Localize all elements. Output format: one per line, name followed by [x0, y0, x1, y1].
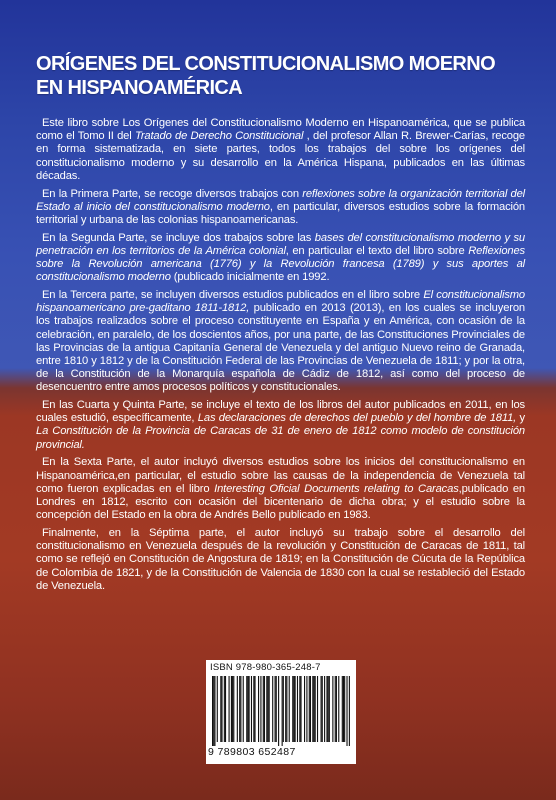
- barcode-bar: [269, 676, 270, 742]
- barcode-bar: [212, 676, 213, 746]
- barcode-bar: [321, 676, 322, 742]
- text-run: En la Tercera parte, se incluyen diversos estudios publicados en el libro sobre: [42, 288, 424, 301]
- barcode-bar: [306, 676, 307, 742]
- text-run: y: [516, 412, 525, 425]
- barcode-bar: [246, 676, 247, 742]
- isbn-label: ISBN 978-980-365-248-7: [210, 662, 321, 673]
- text-run: En las Cuarta y Quinta Parte, se incluye el texto de los libros del autor publicados en 2011, en los cuales estudió, específicamente,: [36, 399, 525, 425]
- paragraph: [36, 188, 525, 228]
- barcode-bar: [221, 676, 222, 742]
- paragraph: [36, 527, 525, 593]
- barcode-bar: [267, 676, 268, 742]
- paragraph: [36, 117, 525, 183]
- barcode-bar: [322, 676, 323, 742]
- barcode-bar: [275, 676, 276, 742]
- barcode-bar: [224, 676, 225, 742]
- text-run: ,publicado en Londres en 1812, escrito con ocasión del bicentenario de dicha obra; y el estudio sobre la concepción del Estado en la obra de Andrés Bello publicado en 1983.: [36, 482, 525, 522]
- barcode-bar: [332, 676, 333, 742]
- text-run: publicado en 2013 (2013), en los cuales se incluyeron los trabajos realizados sobre el proceso constituyente en España y en América, con ocasión de la celebración, en paralelo, de los doscientos años, por una parte, de las Constituciones Provinciales de las Provincias de la antigua Capitanía General de Venezuela y del antiguo Nuevo reino de Granada, entre 1810 y 1812 y de la Constitución Federal de las Provincias de Venezuela de 1811; y por la otra, de la Constitución de la Monarquía española de Cádiz de 1812, así como del proceso de desencuentro entre amos procesos políticos y constitucionales.: [36, 302, 525, 394]
- barcode-bar: [254, 676, 255, 742]
- barcode-bar: [233, 676, 234, 742]
- italic-text: Reflexiones sobre la Revolución americana (1776) y la Revolución francesa (1789) y sus aportes al constitucionalismo moderno: [36, 244, 525, 284]
- barcode-bar: [338, 676, 339, 742]
- italic-text: La Constitución de la Provincia de Caracas de 31 de enero de 1812 como modelo de constitución provincial.: [36, 425, 525, 451]
- barcode-bar: [326, 676, 327, 742]
- text-run: En la Primera Parte, se recoge diversos trabajos con: [42, 187, 303, 200]
- barcode-bar: [272, 676, 273, 742]
- text-run: , en particular el texto del libro sobre: [285, 244, 469, 257]
- text-run: , del profesor Allan R. Brewer-Carías, recoge en forma sistematizada, en siete partes, todos los trabajos del sobre los orígenes del constitucionalismo moderno y su desarrollo en la América Hispana, publicados en las últimas décadas.: [36, 130, 526, 182]
- barcode-bar: [285, 676, 286, 742]
- italic-text: reflexiones sobre la organización territorial del Estado al inicio del constitucionalismo moderno: [36, 187, 525, 213]
- barcode-bar: [283, 676, 284, 742]
- barcode-bar: [220, 676, 221, 742]
- barcode-bar: [289, 676, 290, 742]
- barcode-bar: [293, 676, 294, 742]
- barcode-bar: [214, 676, 215, 746]
- synopsis-text: [36, 117, 525, 597]
- barcode-bar: [349, 676, 350, 746]
- barcode-bar: [329, 676, 330, 742]
- barcode-bar: [264, 676, 265, 742]
- barcode-bar: [304, 676, 305, 742]
- barcode-bar: [310, 676, 311, 742]
- barcode-bar: [292, 676, 293, 742]
- text-run: En la Segunda Parte, se incluye dos trabajos sobre las: [42, 231, 315, 244]
- barcode-bar: [335, 676, 336, 742]
- barcode-bar: [336, 676, 337, 742]
- text-run: Este libro sobre Los Orígenes del Constitucionalismo Moderno en Hispanoamérica, que se publica como el Tomo II del: [36, 117, 525, 143]
- barcode-bar: [260, 676, 261, 742]
- paragraph: [36, 399, 525, 452]
- barcode-bar: [213, 676, 214, 746]
- paragraph: [36, 232, 525, 285]
- text-run: , en particular, diversos estudios sobre la formación territorial y urbana de las colonias hispanoamericanas.: [36, 200, 525, 226]
- barcode-bar: [247, 676, 248, 742]
- barcode-digits: 9 789803 652487: [208, 746, 296, 758]
- barcode-bar: [253, 676, 254, 742]
- barcode-bar: [240, 676, 241, 742]
- page-title: ORÍGENES DEL CONSTITUCIONALISMO MOERNO EN HISPANOAMÉRICA: [36, 53, 496, 99]
- barcode-bar: [249, 676, 250, 742]
- barcode-bar: [231, 676, 232, 742]
- barcode-bar: [232, 676, 233, 742]
- barcode-bar: [342, 676, 343, 742]
- barcode-bar: [286, 676, 287, 742]
- barcode-icon: [212, 676, 350, 746]
- barcode-bar: [328, 676, 329, 742]
- barcode-bar: [343, 676, 344, 742]
- barcode-box: [206, 660, 356, 764]
- barcode-bar: [299, 676, 300, 742]
- barcode-bar: [225, 676, 226, 742]
- barcode-bar: [315, 676, 316, 742]
- barcode-bar: [237, 676, 238, 742]
- italic-text: Las declaraciones de derechos del pueblo y del hombre de 1811,: [197, 412, 517, 425]
- barcode-bar: [344, 676, 345, 742]
- barcode-bar: [266, 676, 267, 742]
- barcode-bar: [295, 676, 296, 742]
- barcode-bar: [346, 676, 347, 746]
- barcode-bar: [282, 676, 283, 746]
- italic-text: bases del constitucionalismo moderno y su penetración en los territorios de la América colonial: [36, 231, 525, 257]
- barcode-bar: [258, 676, 259, 742]
- italic-text: Tratado de Derecho Constitucional: [134, 130, 304, 143]
- paragraph: [36, 289, 525, 395]
- barcode-bar: [300, 676, 301, 742]
- text-run: En la Sexta Parte, el autor incluyó diversos estudios sobre los inicios del constitucionalismo en Hispanoamérica,en particular, el estudio sobre las causas de la independencia de Venezuela tal como fueron explicadas en el libro: [36, 456, 525, 495]
- barcode-bar: [324, 676, 325, 742]
- barcode-bar: [263, 676, 264, 742]
- italic-text: Interesting Oficial Documents relating to Caracas: [214, 482, 459, 495]
- barcode-bar: [243, 676, 244, 742]
- barcode-bar: [297, 676, 298, 742]
- barcode-bar: [312, 676, 313, 742]
- barcode-bar: [309, 676, 310, 742]
- barcode-bar: [217, 676, 218, 742]
- barcode-bar: [229, 676, 230, 742]
- barcode-bar: [239, 676, 240, 742]
- barcode-bar: [251, 676, 252, 742]
- barcode-bar: [276, 676, 277, 742]
- paragraph: [36, 456, 525, 522]
- barcode-bar: [313, 676, 314, 742]
- text-run: (publicado inicialmente en 1992.: [170, 271, 330, 284]
- barcode-bar: [278, 676, 279, 746]
- italic-text: El constitucionalismo hispanoamericano pre-gaditano 1811-1812,: [36, 288, 525, 315]
- barcode-bar: [317, 676, 318, 742]
- text-run: Finalmente, en la Séptima parte, el autor incluyó su trabajo sobre el desarrollo del constitucionalismo en Venezuela después de la revolución y Constitución de Caracas de 1811, tal como se reflejó en Constitución de Angostura de 1819; en la Constitución de Cúcuta de la República de Colombia de 1821, y de la Constitución de Valencia de 1830 con la cual se restableció del Estado de Venezuela.: [36, 526, 525, 592]
